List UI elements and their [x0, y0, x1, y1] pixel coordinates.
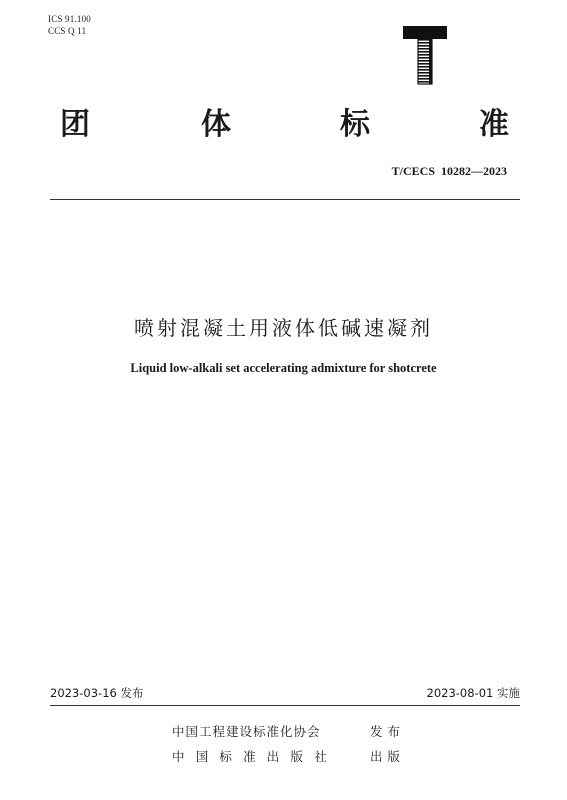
ics-code: ICS 91.100 — [48, 14, 92, 24]
ccs-code: CCS Q 11 — [48, 26, 87, 36]
title-char-1: 团 — [60, 107, 90, 142]
group-standard-logo — [402, 24, 448, 86]
issuing-action: 发布 — [370, 724, 406, 739]
issuing-organization: 中国工程建设标准化协会 — [172, 724, 321, 739]
title-char-4: 准 — [479, 107, 509, 142]
implementation-date: 2023-08-01 实施 — [426, 686, 520, 700]
publish-date: 2023-03-16 发布 — [50, 686, 144, 700]
english-title: Liquid low-alkali set accelerating admixture for shotcrete — [130, 361, 437, 375]
title-char-2: 体 — [201, 107, 231, 142]
publishing-house: 中国标准出版社 — [172, 749, 338, 764]
top-divider — [50, 199, 520, 200]
standard-number: T/CECS 10282—2023 — [391, 164, 507, 178]
title-char-3: 标 — [340, 107, 370, 142]
chinese-title: 喷射混凝土用液体低碱速凝剂 — [134, 316, 433, 340]
publishing-action: 出版 — [370, 749, 406, 764]
bottom-divider — [50, 705, 520, 706]
